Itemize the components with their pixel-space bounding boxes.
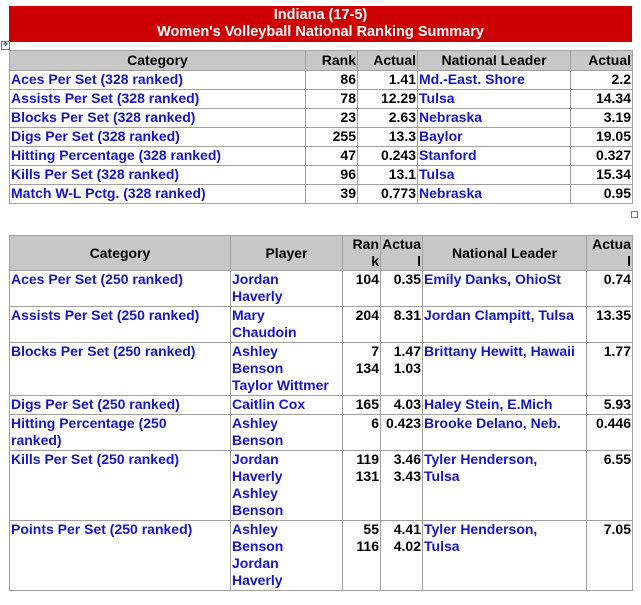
rank-value: 131 (355, 468, 379, 484)
category-cell: Digs Per Set (328 ranked) (10, 128, 306, 147)
leader-cell: Brooke Delano, Neb. (423, 415, 587, 451)
rank-cell: 86 (306, 71, 358, 90)
leader-line: Tulsa (424, 468, 460, 484)
leader-actual-cell: 1.77 (587, 343, 633, 396)
rank-cell (343, 343, 381, 396)
leader-actual-cell: 0.95 (571, 185, 633, 204)
header-rank (343, 236, 381, 271)
player-name-line: Chaudoin (232, 324, 297, 340)
leader-cell: Brittany Hewitt, Hawaii (423, 343, 587, 396)
leader-cell: Nebraska (418, 109, 571, 128)
actual-cell: 4.03 (381, 396, 423, 415)
table-row (10, 185, 633, 204)
header-rank-line: Ran (352, 236, 379, 252)
player-name-line: Ashley (232, 343, 278, 359)
header-actual (381, 236, 423, 271)
leader-actual-cell: 15.34 (571, 166, 633, 185)
rank-cell: 78 (306, 90, 358, 109)
category-cell: Kills Per Set (328 ranked) (10, 166, 306, 185)
player-name-line: Taylor Wittmer (232, 377, 329, 393)
category-cell: Assists Per Set (250 ranked) (10, 307, 231, 343)
leader-cell: Baylor (418, 128, 571, 147)
leader-cell: Nebraska (418, 185, 571, 204)
leader-cell: Tulsa (418, 90, 571, 109)
category-cell: Kills Per Set (250 ranked) (10, 451, 231, 521)
actual-cell: 12.29 (358, 90, 418, 109)
rank-value: 7 (371, 343, 379, 359)
leader-actual-cell: 6.55 (587, 451, 633, 521)
actual-cell: 1.41 (358, 71, 418, 90)
table-row (10, 109, 633, 128)
category-cell: Points Per Set (250 ranked) (10, 521, 231, 591)
table-row (10, 343, 633, 396)
player-name-line: Benson (232, 538, 284, 554)
player-cell (231, 307, 343, 343)
player-cell (231, 415, 343, 451)
actual-cell: 0.773 (358, 185, 418, 204)
table-row (10, 166, 633, 185)
table-row (10, 307, 633, 343)
header-leader-actual (587, 236, 633, 271)
leader-actual-cell: 3.19 (571, 109, 633, 128)
player-table-header-row (10, 236, 633, 271)
leader-cell (423, 451, 587, 521)
table-row (10, 415, 633, 451)
category-cell: Digs Per Set (250 ranked) (10, 396, 231, 415)
leader-actual-cell: 7.05 (587, 521, 633, 591)
header-leader-actual-line: Actua (592, 236, 631, 252)
header-category: Category (10, 51, 306, 71)
leader-actual-cell: 19.05 (571, 128, 633, 147)
actual-cell: 13.1 (358, 166, 418, 185)
leader-cell: Jordan Clampitt, Tulsa (423, 307, 587, 343)
player-cell: Caitlin Cox (231, 396, 343, 415)
report-title-banner (9, 6, 632, 42)
category-cell: Aces Per Set (328 ranked) (10, 71, 306, 90)
category-cell: Aces Per Set (250 ranked) (10, 271, 231, 307)
actual-cell (381, 521, 423, 591)
rank-cell: 47 (306, 147, 358, 166)
rank-cell: 6 (343, 415, 381, 451)
leader-actual-cell: 0.327 (571, 147, 633, 166)
player-name-line: Jordan (232, 451, 279, 467)
category-cell: Blocks Per Set (250 ranked) (10, 343, 231, 396)
player-cell (231, 451, 343, 521)
header-rank: Rank (306, 51, 358, 71)
header-actual-line: Actua (382, 236, 421, 252)
leader-actual-cell: 13.35 (587, 307, 633, 343)
actual-cell: 13.3 (358, 128, 418, 147)
player-name-line: Haverly (232, 288, 283, 304)
actual-cell: 0.423 (381, 415, 423, 451)
leader-actual-cell: 0.446 (587, 415, 633, 451)
header-leader-actual: Actual (571, 51, 633, 71)
player-name-line: Ashley (232, 521, 278, 537)
table-move-handle-icon[interactable]: ✥ (2, 42, 9, 48)
category-cell: Assists Per Set (328 ranked) (10, 90, 306, 109)
rank-value: 119 (356, 451, 379, 467)
actual-value: 1.03 (393, 360, 421, 376)
report-title: Women's Volleyball National Ranking Summary (157, 24, 484, 40)
player-name-line: Ashley (232, 415, 278, 431)
player-name-line: Jordan (232, 271, 279, 287)
leader-actual-cell: 0.74 (587, 271, 633, 307)
rank-cell: 165 (343, 396, 381, 415)
rank-cell: 39 (306, 185, 358, 204)
header-category: Category (10, 236, 231, 271)
leader-actual-cell: 14.34 (571, 90, 633, 109)
leader-cell (423, 521, 587, 591)
player-name-line: Benson (232, 502, 284, 518)
leader-line: Tyler Henderson, (424, 451, 538, 467)
actual-value: 3.43 (393, 468, 421, 484)
rank-cell (343, 451, 381, 521)
leader-cell (423, 271, 587, 307)
player-name-line: Jordan (232, 555, 279, 571)
header-actual-line: l (417, 253, 421, 269)
rank-value: 55 (363, 521, 379, 537)
table-row (10, 71, 633, 90)
rank-cell: 255 (306, 128, 358, 147)
table-row (10, 451, 633, 521)
table-row (10, 147, 633, 166)
actual-cell: 8.31 (381, 307, 423, 343)
leader-line: Tyler Henderson, (424, 521, 538, 537)
team-title: Indiana (17-5) (273, 7, 368, 23)
team-table-header-row (10, 51, 633, 71)
team-ranking-table (9, 50, 633, 204)
rank-cell: 204 (343, 307, 381, 343)
player-ranking-table (9, 235, 633, 591)
rank-cell (343, 521, 381, 591)
table-row (10, 128, 633, 147)
rank-cell: 23 (306, 109, 358, 128)
table-row (10, 396, 633, 415)
actual-value: 4.41 (393, 521, 421, 537)
actual-cell: 0.35 (381, 271, 423, 307)
actual-value: 3.46 (393, 451, 421, 467)
leader-cell: Md.-East. Shore (418, 71, 571, 90)
player-name-line: Haverly (232, 468, 283, 484)
leader-cell: Haley Stein, E.Mich (423, 396, 587, 415)
header-actual: Actual (358, 51, 418, 71)
actual-cell (381, 343, 423, 396)
player-cell (231, 271, 343, 307)
actual-value: 4.02 (393, 538, 421, 554)
header-national-leader: National Leader (418, 51, 571, 71)
player-name-line: Benson (232, 432, 284, 448)
table-row (10, 90, 633, 109)
category-line: ranked) (11, 432, 62, 448)
actual-cell (381, 451, 423, 521)
rank-cell: 96 (306, 166, 358, 185)
leader-name: Emily Danks, OhioSt (424, 271, 561, 287)
actual-cell: 0.243 (358, 147, 418, 166)
category-line: Hitting Percentage (250 (11, 415, 167, 431)
table-row (10, 521, 633, 591)
leader-cell: Stanford (418, 147, 571, 166)
rank-cell: 104 (343, 271, 381, 307)
player-name-line: Mary (232, 307, 265, 323)
actual-value: 1.47 (393, 343, 421, 359)
header-rank-line: k (371, 253, 379, 269)
player-cell (231, 521, 343, 591)
header-leader-actual-line: l (627, 253, 631, 269)
actual-cell: 2.63 (358, 109, 418, 128)
category-cell: Match W-L Pctg. (328 ranked) (10, 185, 306, 204)
header-player: Player (231, 236, 343, 271)
player-name-line: Haverly (232, 572, 283, 588)
header-national-leader: National Leader (423, 236, 587, 271)
category-cell (10, 415, 231, 451)
leader-actual-cell: 5.93 (587, 396, 633, 415)
leader-line: Tulsa (424, 538, 460, 554)
leader-cell: Tulsa (418, 166, 571, 185)
player-name-line: Ashley (232, 485, 278, 501)
table-resize-handle[interactable] (631, 211, 638, 218)
player-cell (231, 343, 343, 396)
player-name-line: Benson (232, 360, 284, 376)
category-cell: Blocks Per Set (328 ranked) (10, 109, 306, 128)
category-cell: Hitting Percentage (328 ranked) (10, 147, 306, 166)
leader-actual-cell: 2.2 (571, 71, 633, 90)
rank-value: 134 (355, 360, 379, 376)
rank-value: 116 (356, 538, 379, 554)
table-row (10, 271, 633, 307)
